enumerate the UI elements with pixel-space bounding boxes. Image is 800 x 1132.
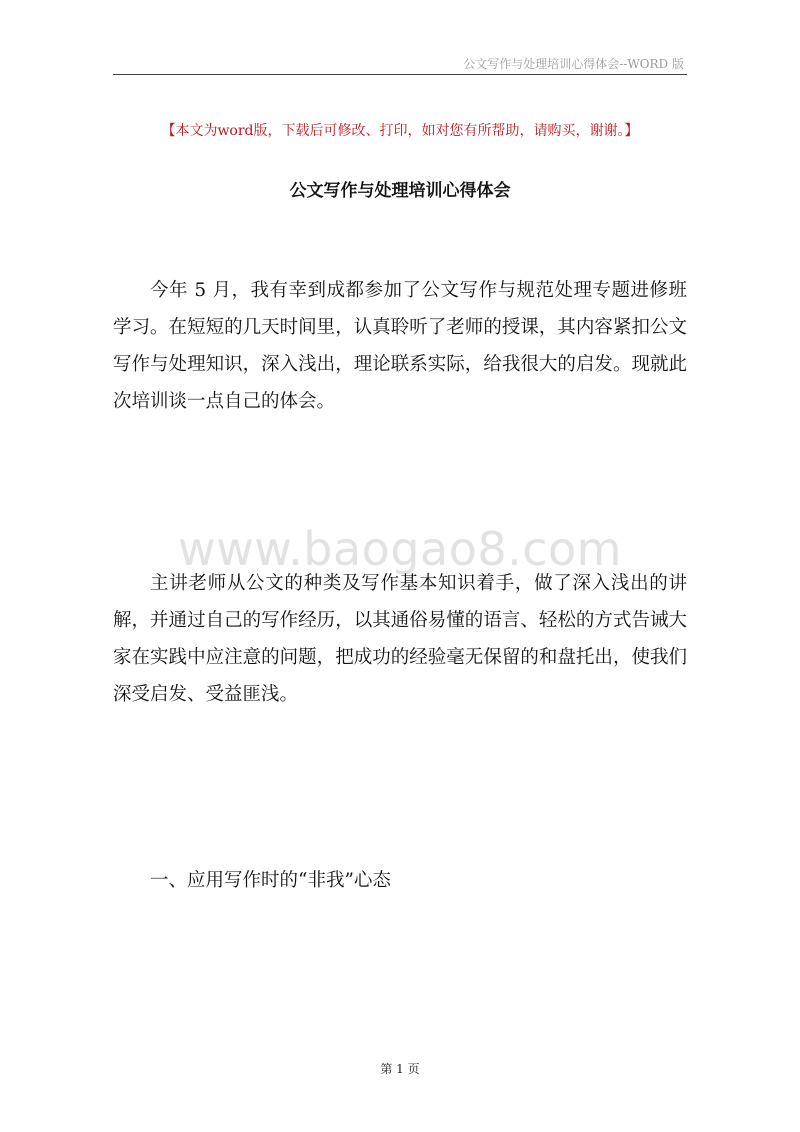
document-title: 公文写作与处理培训心得体会 xyxy=(289,181,511,201)
paragraph-lecture: 主讲老师从公文的种类及写作基本知识着手，做了深入浅出的讲解，并通过自己的写作经历，以其通俗易懂的语言、轻松的方式告诫大家在实践中应注意的问题，把成功的经验毫无保留的和盘托出，使我们深受启发、受益匪浅。 xyxy=(113,573,687,705)
page-number: 第 1 页 xyxy=(380,1062,420,1076)
section-heading: 一、应用写作时的“非我”心态 xyxy=(150,870,391,891)
running-header: 公文写作与处理培训心得体会--WORD 版 xyxy=(463,57,684,71)
paragraph-intro: 今年 5 月，我有幸到成都参加了公文写作与规范处理专题进修班学习。在短短的几天时间里，认真聆听了老师的授课，其内容紧扣公文写作与处理知识，深入浅出，理论联系实际，给我很大的启发。现就此次培训谈一点自己的体会。 xyxy=(113,280,687,412)
purchase-notice: 【本文为word版，下载后可修改、打印，如对您有所帮助，请购买，谢谢。】 xyxy=(161,123,639,139)
header-divider xyxy=(113,74,687,75)
site-watermark: www.baogao8.com xyxy=(178,522,622,576)
